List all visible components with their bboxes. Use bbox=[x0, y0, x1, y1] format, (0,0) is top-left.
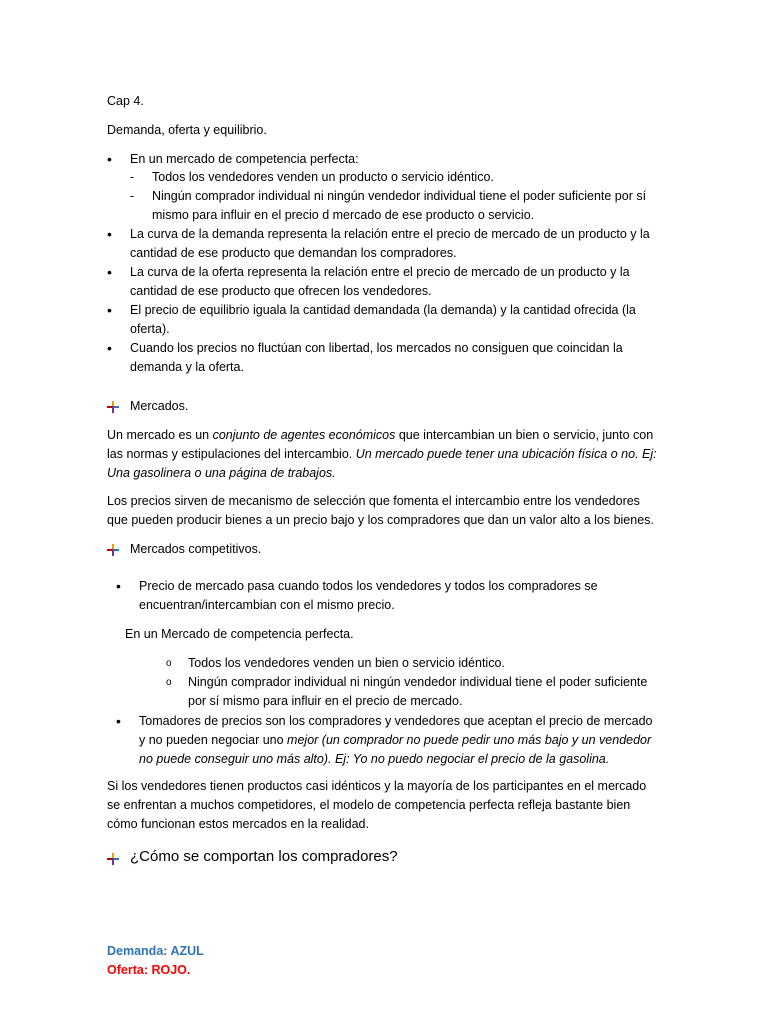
bullet-text: La curva de la demanda representa la relación entre el precio de mercado de un producto y la bbox=[130, 227, 650, 241]
bullet-text: oferta). bbox=[130, 322, 170, 336]
bullet-text: Tomadores de precios son los compradores y vendedores que aceptan el precio de mercado bbox=[139, 714, 653, 728]
bullet-text: La curva de la oferta representa la relación entre el precio de mercado de un producto y la bbox=[130, 265, 630, 279]
sub-bullet-text: Ningún comprador individual ni ningún vendedor individual tiene el poder suficiente por sí bbox=[152, 189, 647, 203]
italic-run: Un mercado puede tener una ubicación física o no. Ej: bbox=[355, 447, 657, 461]
paragraph-line bbox=[107, 445, 657, 464]
sub-heading: En un Mercado de competencia perfecta. bbox=[125, 627, 354, 641]
sub-bullet-text: Todos los vendedores venden un bien o servicio idéntico. bbox=[188, 656, 505, 670]
bullet-text: En un mercado de competencia perfecta: bbox=[130, 152, 359, 166]
italic-run: conjunto de agentes económicos bbox=[212, 428, 396, 442]
hollow-bullet-icon: o bbox=[166, 658, 172, 669]
text-run: y no pueden negociar uno bbox=[139, 733, 288, 747]
bullet-icon: • bbox=[107, 264, 112, 280]
dash-bullet-icon: - bbox=[130, 189, 135, 203]
paragraph-line: Si los vendedores tienen productos casi idénticos y la mayoría de los participantes en el mercado bbox=[107, 779, 647, 793]
sub-bullet-text: mismo para influir en el precio d mercado de ese producto o servicio. bbox=[152, 208, 535, 222]
paragraph-line: Los precios sirven de mecanismo de selección que fomenta el intercambio entre los vendedores bbox=[107, 494, 640, 508]
paragraph-line: Una gasolinera o una página de trabajos. bbox=[107, 466, 336, 480]
italic-run: mejor (un comprador no puede pedir uno más bajo y un vendedor bbox=[287, 733, 652, 747]
bullet-text bbox=[130, 301, 636, 320]
colored-cross-star-icon bbox=[107, 401, 119, 413]
colored-cross-star-icon bbox=[107, 853, 119, 865]
legend-oferta: Oferta: ROJO. bbox=[107, 963, 191, 977]
bullet-icon: • bbox=[107, 151, 112, 167]
bullet-text: cantidad de ese producto que demandan los compradores. bbox=[130, 246, 457, 260]
paragraph-line: que pueden producir bienes a un precio bajo y los compradores que dan un valor alto a los bienes. bbox=[107, 513, 654, 527]
sub-bullet-text: Ningún comprador individual ni ningún vendedor individual tiene el poder suficiente bbox=[188, 675, 648, 689]
bullet-icon: • bbox=[107, 302, 112, 318]
section-heading-mercados: Mercados. bbox=[130, 399, 189, 413]
bullet-text: Cuando los precios no fluctúan con libertad, los mercados no consiguen que coincidan la bbox=[130, 341, 623, 355]
page-title: Demanda, oferta y equilibrio. bbox=[107, 123, 267, 137]
dash-bullet-icon: - bbox=[130, 170, 135, 184]
text-run: Un mercado es un bbox=[107, 428, 213, 442]
legend-demanda: Demanda: AZUL bbox=[107, 944, 204, 958]
bullet-text: no puede conseguir uno más alto). Ej: Yo no puedo negociar el precio de la gasolina. bbox=[139, 752, 610, 766]
section-heading-competitivos: Mercados competitivos. bbox=[130, 542, 262, 556]
bullet-text: demanda y la oferta. bbox=[130, 360, 244, 374]
text-run: que intercambian un bien o servicio, junto con bbox=[395, 428, 654, 442]
colored-cross-star-icon bbox=[107, 544, 119, 556]
bullet-text: encuentran/intercambian con el mismo precio. bbox=[139, 598, 395, 612]
chapter-label: Cap 4. bbox=[107, 94, 144, 108]
bullet-text: Precio de mercado pasa cuando todos los vendedores y todos los compradores se bbox=[139, 579, 598, 593]
text-run: las normas y estipulaciones del intercambio. bbox=[107, 447, 356, 461]
bullet-icon: • bbox=[107, 340, 112, 356]
paragraph-line bbox=[107, 426, 653, 445]
paragraph-line: cómo funcionan estos mercados en la realidad. bbox=[107, 817, 369, 831]
paragraph-line: se enfrentan a muchos competidores, el modelo de competencia perfecta refleja bastante bien bbox=[107, 798, 631, 812]
bullet-icon: • bbox=[116, 578, 121, 594]
sub-bullet-text: por sí mismo para influir en el precio de mercado. bbox=[188, 694, 463, 708]
hollow-bullet-icon: o bbox=[166, 677, 172, 688]
sub-bullet-text: Todos los vendedores venden un producto o servicio idéntico. bbox=[152, 170, 494, 184]
bold-term: El precio de equilibrio bbox=[130, 303, 250, 317]
bullet-text bbox=[139, 731, 651, 750]
section-heading-compradores: ¿Cómo se comportan los compradores? bbox=[130, 848, 398, 865]
bullet-text-rest: iguala la cantidad demandada (la demanda) y la cantidad ofrecida (la bbox=[249, 303, 636, 317]
bullet-text: cantidad de ese producto que ofrecen los vendedores. bbox=[130, 284, 432, 298]
bullet-icon: • bbox=[107, 226, 112, 242]
bullet-icon: • bbox=[116, 713, 121, 729]
